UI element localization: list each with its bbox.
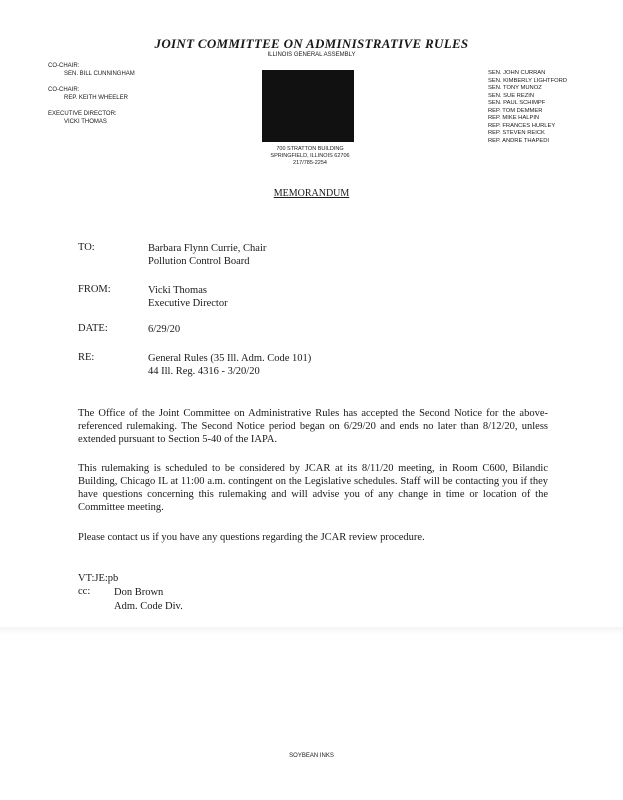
body-paragraph: The Office of the Joint Committee on Administrative Rules has accepted the Second Notice for the above-referenced rulemaking. The Second Notice period began on 6/29/20 and ends no later than 8/12/20, unless extended pursuant to Section 5-40 of the IAPA. bbox=[78, 408, 548, 445]
committee-address bbox=[250, 146, 370, 167]
member-item: SEN. KIMBERLY LIGHTFORD bbox=[488, 77, 568, 84]
to-name: Barbara Flynn Currie, Chair bbox=[148, 243, 267, 254]
member-item: REP. FRANCES HURLEY bbox=[488, 122, 556, 129]
officer-name: REP. KEITH WHEELER bbox=[64, 95, 128, 101]
initials: VT:JE:pb bbox=[78, 573, 119, 584]
re-line: General Rules (35 Ill. Adm. Code 101) bbox=[148, 353, 312, 364]
officer-role: CO-CHAIR: bbox=[48, 63, 80, 69]
officer-name: SEN. BILL CUNNINGHAM bbox=[64, 71, 135, 77]
date-value: 6/29/20 bbox=[148, 324, 181, 335]
assembly-subtitle: ILLINOIS GENERAL ASSEMBLY bbox=[267, 52, 356, 58]
address-line: 700 STRATTON BUILDING bbox=[276, 146, 344, 152]
officer-role: CO-CHAIR: bbox=[48, 87, 80, 93]
address-line: SPRINGFIELD, ILLINOIS 62706 bbox=[270, 153, 350, 159]
member-item: REP. MIKE HALPIN bbox=[488, 115, 540, 121]
committee-title: JOINT COMMITTEE ON ADMINISTRATIVE RULES bbox=[154, 36, 469, 51]
soybean-inks-note: SOYBEAN INKS bbox=[289, 753, 334, 759]
member-item: REP. STEVEN REICK bbox=[488, 130, 545, 136]
redacted-seal bbox=[262, 70, 354, 142]
cc-recipient: Don Brown bbox=[114, 587, 164, 598]
re-line: 44 Ill. Reg. 4316 - 3/20/20 bbox=[148, 366, 260, 377]
memorandum-heading: MEMORANDUM bbox=[273, 188, 350, 199]
to-organization: Pollution Control Board bbox=[148, 256, 250, 267]
from-title: Executive Director bbox=[148, 298, 228, 309]
re-block bbox=[148, 352, 311, 378]
body-paragraph: This rulemaking is scheduled to be considered by JCAR at its 8/11/20 meeting, in Room C600, Bilandic Building, Chicago IL at 11:00 a.m. contingent on the Legislative schedules. Staff will be contacting you if they have questions concerning this rulemaking and will advise you of any change in time or location of the Committee meeting. bbox=[78, 463, 548, 513]
member-item: REP. TOM DEMMER bbox=[488, 107, 543, 114]
officer-executive-director bbox=[48, 110, 117, 126]
member-item: SEN. SUE REZIN bbox=[488, 92, 535, 99]
member-list bbox=[488, 70, 618, 145]
re-label: RE: bbox=[78, 352, 95, 363]
officer-co-chair-1 bbox=[48, 62, 135, 78]
from-block bbox=[148, 284, 228, 310]
from-name: Vicki Thomas bbox=[148, 285, 207, 296]
cc-recipient: Adm. Code Div. bbox=[114, 601, 183, 612]
to-label: TO: bbox=[78, 242, 95, 253]
date-label: DATE: bbox=[78, 323, 108, 334]
member-item: SEN. TONY MUNOZ bbox=[488, 85, 542, 91]
officer-role: EXECUTIVE DIRECTOR: bbox=[48, 111, 117, 117]
cc-list bbox=[114, 586, 183, 614]
cc-label: cc: bbox=[78, 586, 91, 597]
member-item: SEN. PAUL SCHIMPF bbox=[488, 100, 546, 106]
from-label: FROM: bbox=[78, 284, 111, 295]
to-block bbox=[148, 242, 266, 268]
member-item: SEN. JOHN CURRAN bbox=[488, 70, 546, 76]
phone-number: 217/785-2254 bbox=[293, 160, 327, 166]
member-item: REP. ANDRE THAPEDI bbox=[488, 137, 549, 144]
body-paragraph: Please contact us if you have any questions regarding the JCAR review procedure. bbox=[78, 532, 425, 543]
officer-name: VICKI THOMAS bbox=[64, 119, 107, 125]
page-divider bbox=[0, 627, 623, 635]
officer-co-chair-2 bbox=[48, 86, 128, 102]
